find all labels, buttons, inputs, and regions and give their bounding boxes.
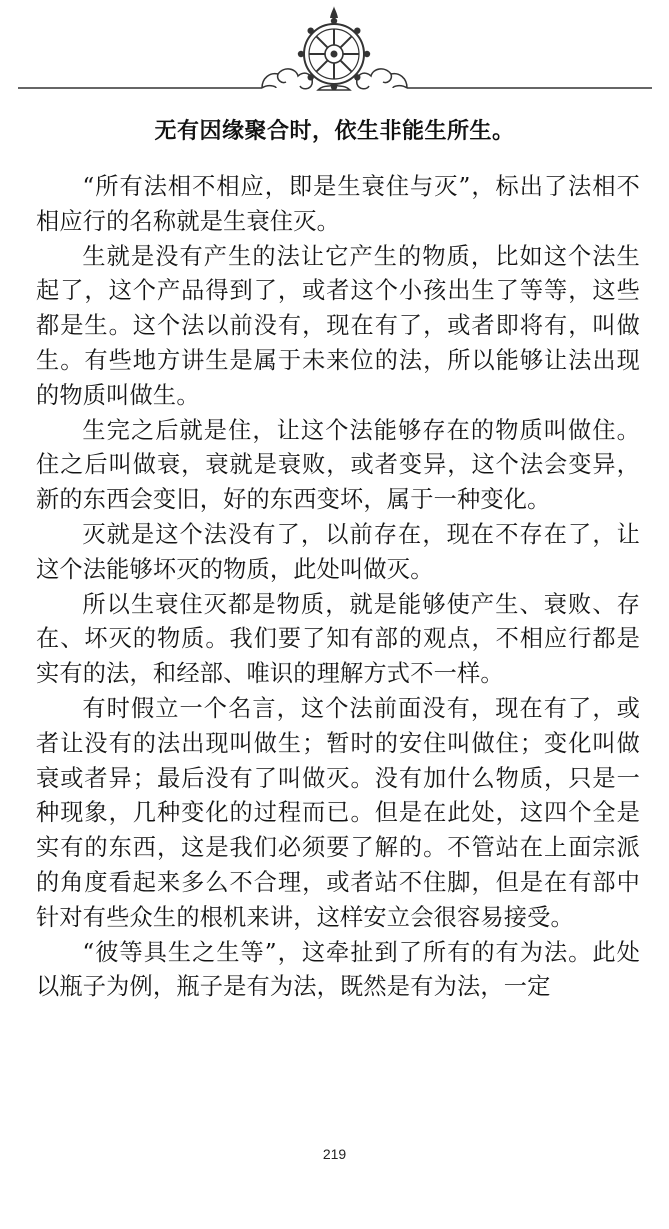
paragraph: “彼等具生之生等”，这牵扯到了所有的有为法。此处以瓶子为例，瓶子是有为法，既然是有为法，一定	[36, 938, 640, 1001]
paragraph: 生就是没有产生的法让它产生的物质，比如这个法生起了，这个产品得到了，或者这个小孩出生了等等，这些都是生。这个法以前没有，现在有了，或者即将有，叫做生。有些地方讲生是属于未来位的法，所以能够让法出现的物质叫做生。	[36, 242, 640, 409]
page-header	[0, 0, 669, 110]
paragraph: 生完之后就是住，让这个法能够存在的物质叫做住。住之后叫做衰，衰就是衰败，或者变异，这个法会变异，新的东西会变旧，好的东西变坏，属于一种变化。	[36, 416, 640, 514]
dharma-wheel-icon	[0, 0, 669, 110]
paragraph: 所以生衰住灭都是物质，就是能够使产生、衰败、存在、坏灭的物质。我们要了知有部的观点，不相应行都是实有的法，和经部、唯识的理解方式不一样。	[36, 590, 640, 688]
paragraph: 灭就是这个法没有了，以前存在，现在不存在了，让这个法能够坏灭的物质，此处叫做灭。	[36, 520, 640, 583]
paragraph: 有时假立一个名言，这个法前面没有，现在有了，或者让没有的法出现叫做生；暂时的安住叫做住；变化叫做衰或者异；最后没有了叫做灭。没有加什么物质，只是一种现象，几种变化的过程而已。但是在此处，这四个全是实有的东西，这是我们必须要了解的。不管站在上面宗派的角度看起来多么不合理，或者站不住脚，但是在有部中针对有些众生的根机来讲，这样安立会很容易接受。	[36, 694, 640, 931]
verse-title: 无有因缘聚合时，依生非能生所生。	[154, 119, 515, 144]
page-number: 219	[322, 1146, 347, 1162]
paragraph: “所有法相不相应，即是生衰住与灭”，标出了法相不相应行的名称就是生衰住灭。	[36, 173, 640, 235]
body-text	[36, 170, 640, 1005]
